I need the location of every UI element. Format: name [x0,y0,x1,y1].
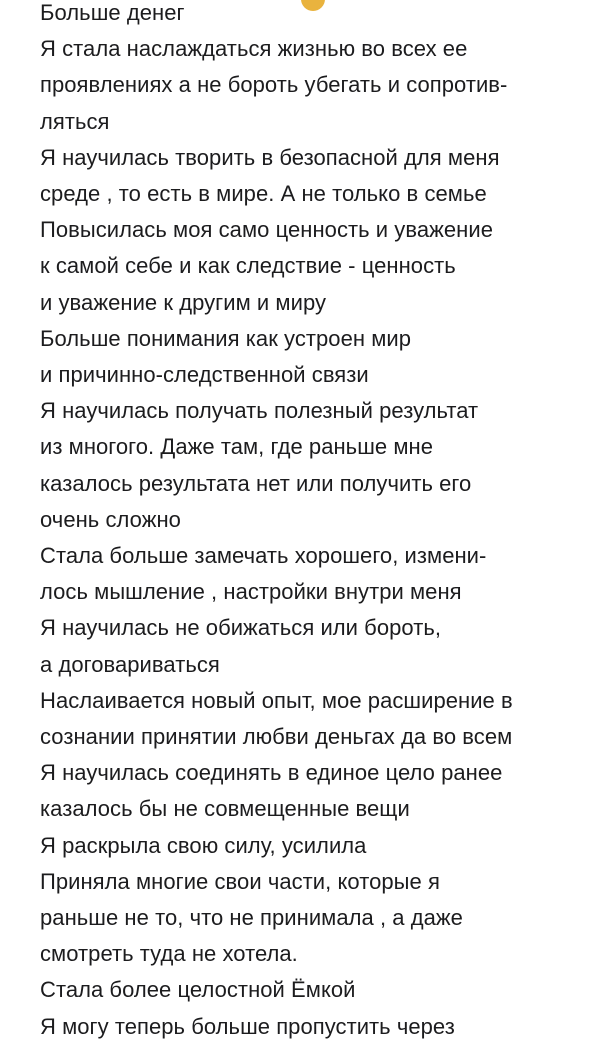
note-line: к самой себе и как следствие - ценность [40,253,456,279]
note-line: Я научилась творить в безопасной для меня [40,144,500,170]
note-line: а договариваться [40,651,220,677]
note-line: Больше понимания как устроен мир [40,325,412,351]
note-line: из многого. Даже там, где раньше мне [40,434,433,460]
note-line: Я научилась соединять в единое цело ранее [40,760,503,786]
note-line: Стала больше замечать хорошего, измени- [40,543,487,569]
note-line: Наслаивается новый опыт, мое расширение в [40,687,513,713]
note-line: Я научилась получать полезный результат [40,398,479,424]
note-line: и уважение к другим и миру [40,289,327,315]
note-line: Я могу теперь больше пропустить через [40,1013,455,1039]
note-line: раньше не то, что не принимала , а даже [40,905,463,931]
note-line: и причинно-следственной связи [40,362,369,388]
note-line: Я стала наслаждаться жизнью во всех ее [40,36,468,62]
note-line: Приняла многие свои части, которые я [40,868,440,894]
note-line: казалось результата нет или получить его [40,470,472,496]
note-line: Повысилась моя само ценность и уважение [40,217,494,243]
note-line: лось мышление , настройки внутри меня [40,579,462,605]
note-line: Стала более целостной Ёмкой [40,977,356,1003]
note-line: Я научилась не обижаться или бороть, [40,615,441,641]
note-line: ляться [40,108,110,134]
note-line: среде , то есть в мире. А не только в семье [40,181,487,207]
note-line: очень сложно [40,506,181,532]
note-line: Больше денег [40,0,185,25]
note-line: сознании принятии любви деньгах да во всем [40,724,513,750]
note-line: казалось бы не совмещенные вещи [40,796,410,822]
note-line: Я раскрыла свою силу, усилила [40,832,367,858]
note-text-body[interactable] [40,0,580,1045]
note-line: смотреть туда не хотела. [40,941,298,967]
note-line: проявлениях а не бороть убегать и сопротив- [40,72,508,98]
